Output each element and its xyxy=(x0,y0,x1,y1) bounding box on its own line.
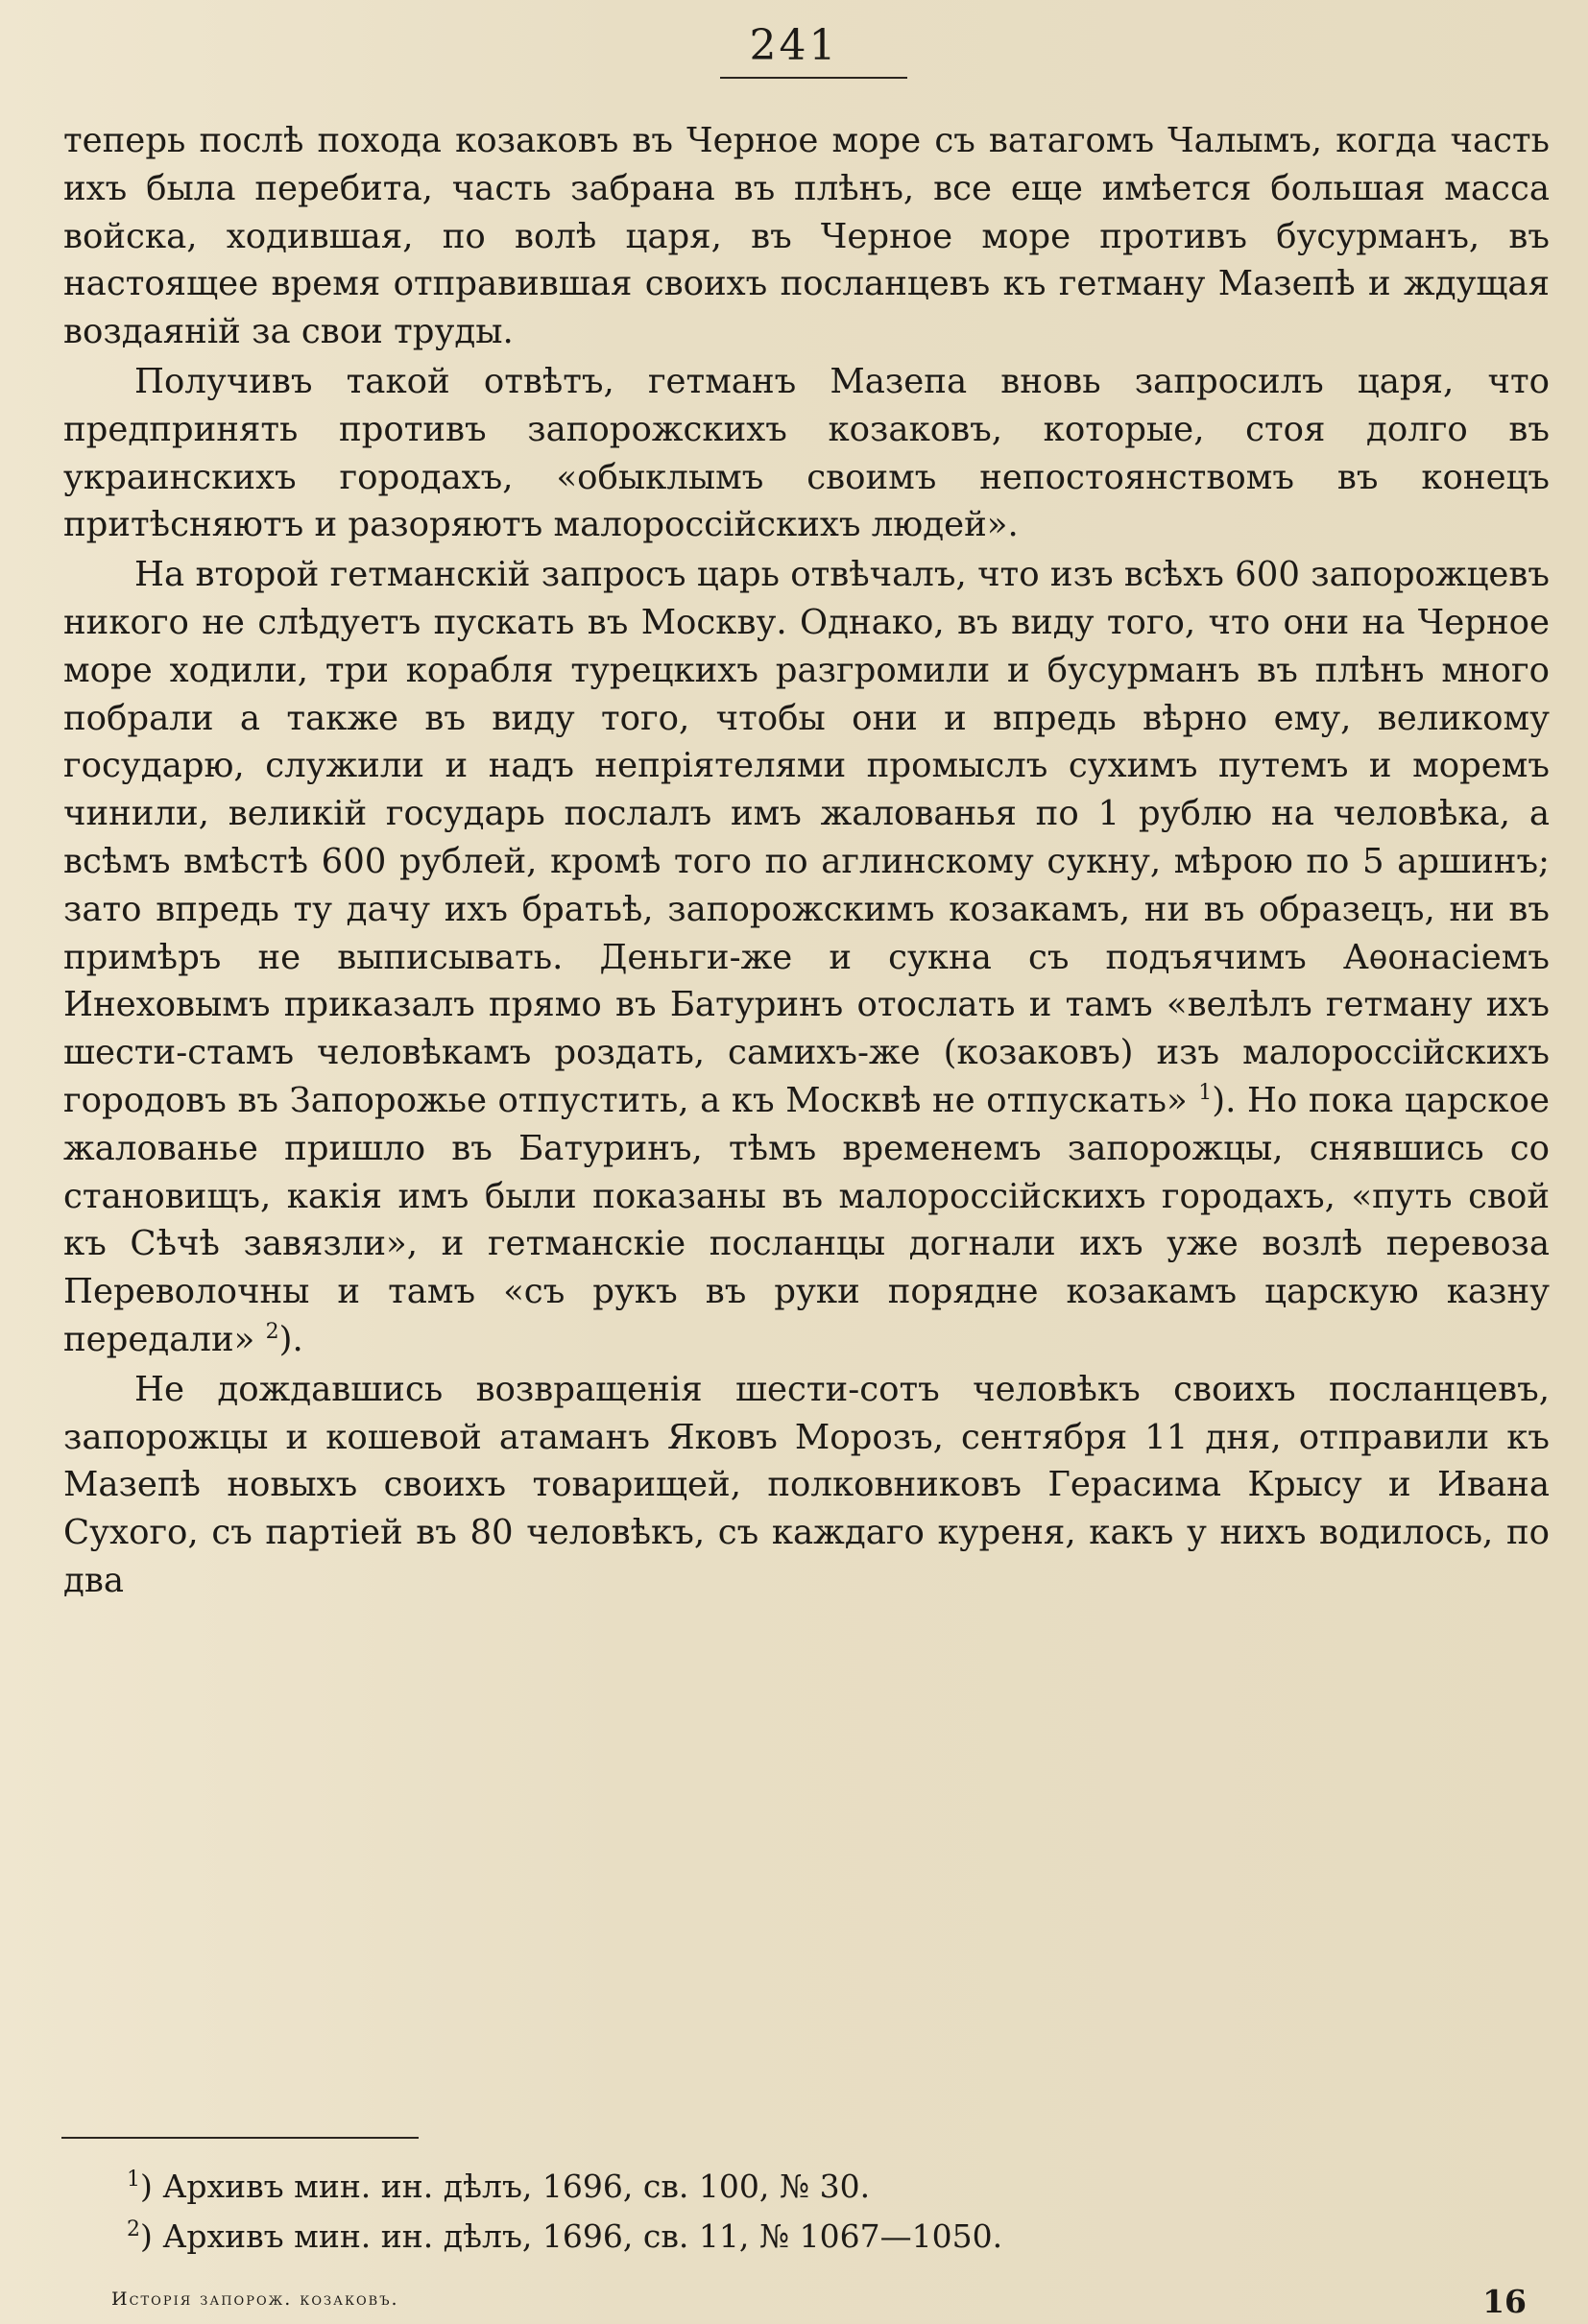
sheet-number: 16 xyxy=(1482,2283,1527,2320)
header-rule xyxy=(720,77,907,79)
footnote-text: ) Архивъ мин. ин. дѣлъ, 1696, св. 11, № 1067—1050. xyxy=(140,2217,1003,2255)
paragraph-text: На второй гетманскій запросъ царь отвѣчалъ, что изъ всѣхъ 600 запорожцевъ никого не слѣдуетъ пускать въ Москву. Однако, въ виду того, что они на Черное море ходили, три корабля турецкихъ разгромили и бусурманъ въ плѣнъ много побрали а также въ виду того, чтобы они и впредь вѣрно ему, великому государю, служили и надъ непріятелями промыслъ сухимъ путемъ и моремъ чинили, великій государь послалъ имъ жалованья по 1 рублю на человѣка, а всѣмъ вмѣстѣ 600 рублей, кромѣ того по аглинскому сукну, мѣрою по 5 аршинъ; зато впредь ту дачу ихъ братьѣ, запорожскимъ козакамъ, ни въ образецъ, ни въ примѣръ не выписывать. Деньги-же и сукна съ подъячимъ Аѳонасіемъ Инеховымъ приказалъ прямо въ Батуринъ отослать и тамъ «велѣлъ гетману ихъ шести-стамъ человѣкамъ роздать, самихъ-же (козаковъ) изъ малороссійскихъ городовъ въ Запорожье отпустить, а къ Москвѣ не отпускать» xyxy=(63,555,1550,1120)
footnote-text: ) Архивъ мин. ин. дѣлъ, 1696, св. 100, № 30. xyxy=(140,2168,871,2205)
footnote-mark: 2 xyxy=(127,2217,140,2241)
page-footer xyxy=(63,2283,1550,2321)
paragraph: теперь послѣ похода козаковъ въ Черное море съ ватагомъ Чалымъ, когда часть ихъ была перебита, часть забрана въ плѣнъ, все еще имѣется большая масса войска, ходившая, по волѣ царя, въ Черное море противъ бусурманъ, въ настоящее время отправившая своихъ посланцевъ къ гетману Мазепѣ и ждущая воздаяній за свои труды. xyxy=(63,121,1550,352)
footnote xyxy=(127,2212,1471,2262)
paragraph: Получивъ такой отвѣтъ, гетманъ Мазепа вновь запросилъ царя, что предпринять противъ запорожскихъ козаковъ, которые, стоя долго въ украинскихъ городахъ, «обыклымъ своимъ непостоянствомъ въ конецъ притѣсняютъ и разоряютъ малороссійскихъ людей». xyxy=(63,361,1550,545)
paragraph-text: ). xyxy=(278,1319,303,1359)
footnote-ref: 1 xyxy=(1198,1081,1213,1106)
paragraph xyxy=(63,551,1550,1364)
paragraph: Не дождавшись возвращенія шести-сотъ человѣкъ своихъ посланцевъ, запорожцы и кошевой атаманъ Яковъ Морозъ, сентября 11 дня, отправили къ Мазепѣ новыхъ своихъ товарищей, полковниковъ Герасима Крысу и Ивана Сухого, съ партіей въ 80 человѣкъ, съ каждаго куреня, какъ у нихъ водилось, по два xyxy=(63,1369,1550,1600)
page-number: 241 xyxy=(749,21,839,70)
body-text xyxy=(63,117,1550,1605)
footnote-mark: 1 xyxy=(127,2168,140,2192)
footnote xyxy=(127,2162,1471,2212)
printer-signature: Исторія запорож. козаковъ. xyxy=(111,2288,399,2310)
footnote-ref: 2 xyxy=(265,1320,279,1345)
footnote-rule xyxy=(61,2137,419,2139)
paragraph-text: ). Но пока царское жалованье пришло въ Батуринъ, тѣмъ временемъ запорожцы, снявшись со становищъ, какія имъ были показаны въ малороссійскихъ городахъ, «путь свой къ Сѣчѣ завязли», и гетманскіе посланцы догнали ихъ уже возлѣ перевоза Переволочны и тамъ «съ рукъ въ руки порядне козакамъ царскую казну передали» xyxy=(63,1080,1550,1359)
footnotes xyxy=(127,2162,1471,2262)
